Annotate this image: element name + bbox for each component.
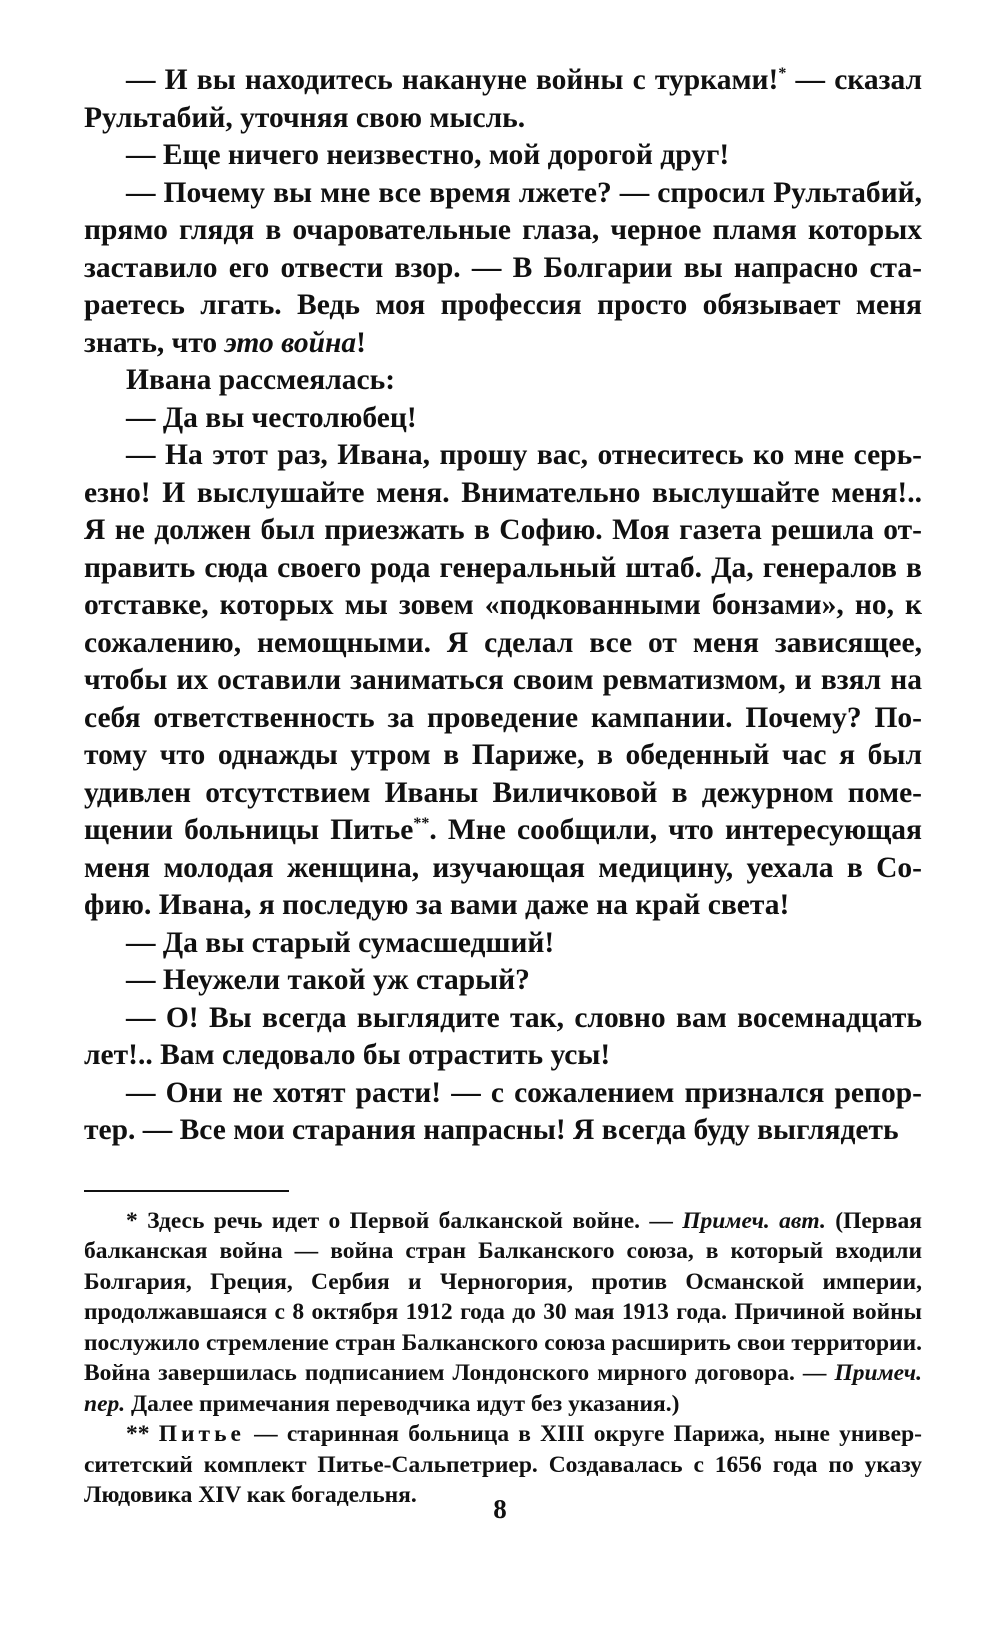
footnote: * Здесь речь идет о Первой балканской войне. — Примеч. авт. (Первая балканская война — война стран Балканского союза, в который входили Болгария, Греция, Сербия и Черногория, против Османской империи, продолжавшаяся с 8 октября 1912 года до 30 мая 1913 года. Причиной войны послужило стремление стран Балканского союза расширить свои территории. Война завершилась подписанием Лондонского мирного договора. — Примеч. пер. Далее примечания переводчика идут без указания.) [84,1207,923,1417]
paragraph: — На этот раз, Ивана, прошу вас, отнеситесь ко мне серьезно! И выслушайте меня. Внимательно выслушайте меня!.. Я не должен был приезжать в Софию. Моя газета решила отправить сюда своего рода генеральный штаб. Да, генералов в отставке, которых мы зовем «подкованными бонзами», но, к сожалению, немощными. Я сделал все от меня зависящее, чтобы их оставили заниматься своим ревматизмом, и взял на себя ответственность за проведение кампании. Почему? Потому что однажды утром в Париже, в обеденный час я был удивлен отсутствием Иваны Виличковой в дежурном помещении больницы Питье**. Мне сообщили, что интересующая меня молодая женщина, изучающая медицину, уехала в Софию. Ивана, я последую за вами даже на край света! [84,439,922,921]
page-number: 8 [493,1494,507,1524]
footnote-ref: ** [413,815,430,833]
paragraph: — Да вы старый сумасшедший! [126,926,555,959]
main-text [84,62,922,1150]
paragraph: — Неужели такой уж старый? [126,964,530,996]
paragraph: — Еще ничего неизвестно, мой дорогой друг! [126,139,730,171]
footnote: ** Питье — старинная больница в XIII округе Парижа, ныне университетский комплект Питье-Сальпетриер. Создавалась с 1656 года по указу Людовика XIV как богадельня. [84,1421,922,1508]
paragraph: — Почему вы мне все время лжете? — спросил Рультабий, прямо глядя в очаровательные глаза, черное пламя которых заставило его отвести взор. — В Болгарии вы напрасно стараетесь лгать. Ведь моя профессия просто обязывает меня знать, что это война! [84,176,922,359]
footnote-divider [84,1190,289,1192]
book-page [84,62,922,1511]
paragraph: — Они не хотят расти! — с сожалением признался репортер. — Все мои старания напрасны! Я всегда буду выглядеть [84,1076,922,1146]
footnote-ref: * [778,65,787,83]
footnote-term: Питье [158,1421,245,1447]
footnotes [84,1206,922,1511]
paragraph: Ивана рассмеялась: [126,364,396,396]
paragraph: — И вы находитесь накануне войны с турками!* — сказал Рультабий, уточняя свою мысль. [84,64,922,134]
paragraph: — Да вы честолюбец! [126,401,417,434]
paragraph: — О! Вы всегда выглядите так, словно вам восемнадцать лет!.. Вам следовало бы отрастить усы! [84,1001,922,1071]
